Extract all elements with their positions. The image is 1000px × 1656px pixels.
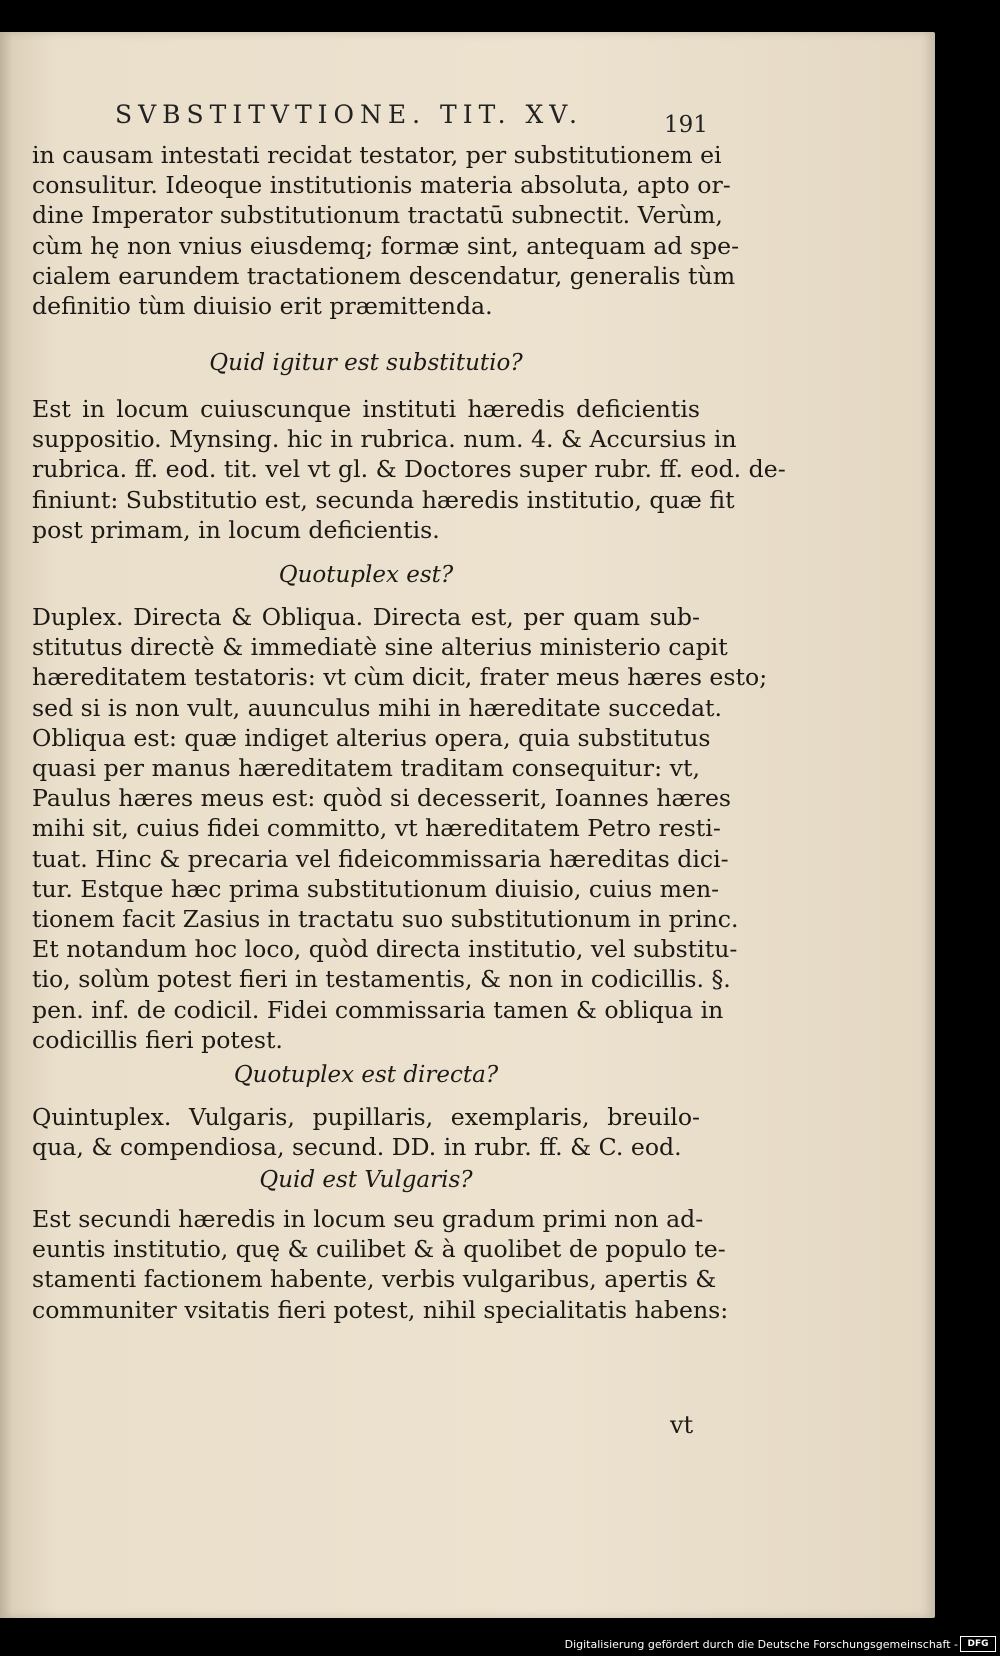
text-line: tio, solùm potest fieri in testamentis, & non in codicillis. §.: [32, 965, 731, 994]
section-heading: Quid igitur est substitutio?: [209, 350, 523, 376]
dfg-logo-icon: DFG: [960, 1636, 996, 1652]
text-line: Quintuplex. Vulgaris, pupillaris, exemplaris, breuilo-: [32, 1103, 700, 1131]
text-line: tur. Estque hæc prima substitutionum diuisio, cuius men-: [32, 874, 720, 903]
text-line: Et notandum hoc loco, quòd directa institutio, vel substitu-: [32, 935, 738, 964]
text-line: hæreditatem testatoris: vt cùm dicit, frater meus hæres esto;: [32, 663, 768, 692]
text-line: communiter vsitatis fieri potest, nihil specialitatis habens:: [32, 1295, 729, 1324]
text-line: stitutus directè & immediatè sine alterius ministerio capit: [32, 633, 728, 662]
text-line: quasi per manus hæreditatem traditam consequitur: vt,: [32, 754, 700, 783]
page-number: 191: [664, 112, 708, 138]
text-line: suppositio. Mynsing. hic in rubrica. num. 4. & Accursius in: [32, 425, 737, 454]
footer-bar: [0, 1632, 1000, 1656]
catchword: vt: [670, 1411, 694, 1439]
text-line: definitio tùm diuisio erit præmittenda.: [32, 292, 493, 321]
section-heading: Quid est Vulgaris?: [259, 1167, 473, 1193]
text-line: cialem earundem tractationem descendatur, generalis tùm: [32, 261, 736, 290]
text-line: post primam, in locum deficientis.: [32, 515, 440, 544]
book-page: [0, 32, 935, 1618]
text-line: Duplex. Directa & Obliqua. Directa est, per quam sub-: [32, 603, 700, 631]
paragraph-vulgaris: [32, 1204, 729, 1325]
paragraph-division: [32, 602, 768, 1055]
paragraph-definition: [32, 394, 786, 545]
text-line: in causam intestati recidat testator, per substitutionem ei: [32, 141, 722, 169]
text-line: codicillis fieri potest.: [32, 1025, 283, 1054]
section-heading: Quotuplex est directa?: [233, 1062, 499, 1088]
binding-edge: [0, 32, 12, 1618]
paragraph-intro: [32, 140, 740, 321]
text-line: sed si is non vult, auunculus mihi in hæreditate succedat.: [32, 693, 723, 722]
text-line: Est secundi hæredis in locum seu gradum primi non ad-: [32, 1205, 704, 1233]
text-line: pen. inf. de codicil. Fidei commissaria tamen & obliqua in: [32, 995, 724, 1024]
text-line: consulitur. Ideoque institutionis materia absoluta, apto or-: [32, 171, 731, 200]
text-line: Obliqua est: quæ indiget alterius opera, quia substitutus: [32, 723, 711, 752]
text-line: qua, & compendiosa, secund. DD. in rubr. ff. & C. eod.: [32, 1133, 682, 1162]
text-line: dine Imperator substitutionum tractatū subnectit. Verùm,: [32, 201, 723, 230]
text-line: stamenti factionem habente, verbis vulgaribus, apertis &: [32, 1265, 717, 1294]
paragraph-quintuplex: [32, 1102, 700, 1162]
text-line: mihi sit, cuius fidei committo, vt hæreditatem Petro resti-: [32, 814, 721, 843]
section-heading: Quotuplex est?: [278, 562, 454, 588]
text-line: tionem facit Zasius in tractatu suo substitutionum in princ.: [32, 905, 739, 934]
running-header: SVBSTITVTIONE. TIT. XV.: [115, 100, 583, 129]
text-line: cùm hę non vnius eiusdemq; formæ sint, antequam ad spe-: [32, 231, 740, 260]
funding-credit: Digitalisierung gefördert durch die Deutsche Forschungsgemeinschaft -: [564, 1638, 958, 1651]
text-line: euntis institutio, quę & cuilibet & à quolibet de populo te-: [32, 1235, 726, 1264]
text-line: Est in locum cuiuscunque instituti hæredis deficientis: [32, 395, 700, 423]
text-line: rubrica. ff. eod. tit. vel vt gl. & Doctores super rubr. ff. eod. de-: [32, 455, 786, 484]
text-line: Paulus hæres meus est: quòd si decesserit, Ioannes hæres: [32, 784, 732, 813]
text-line: tuat. Hinc & precaria vel fideicommissaria hæreditas dici-: [32, 844, 729, 873]
text-line: finiunt: Substitutio est, secunda hæredis institutio, quæ fit: [32, 485, 735, 514]
